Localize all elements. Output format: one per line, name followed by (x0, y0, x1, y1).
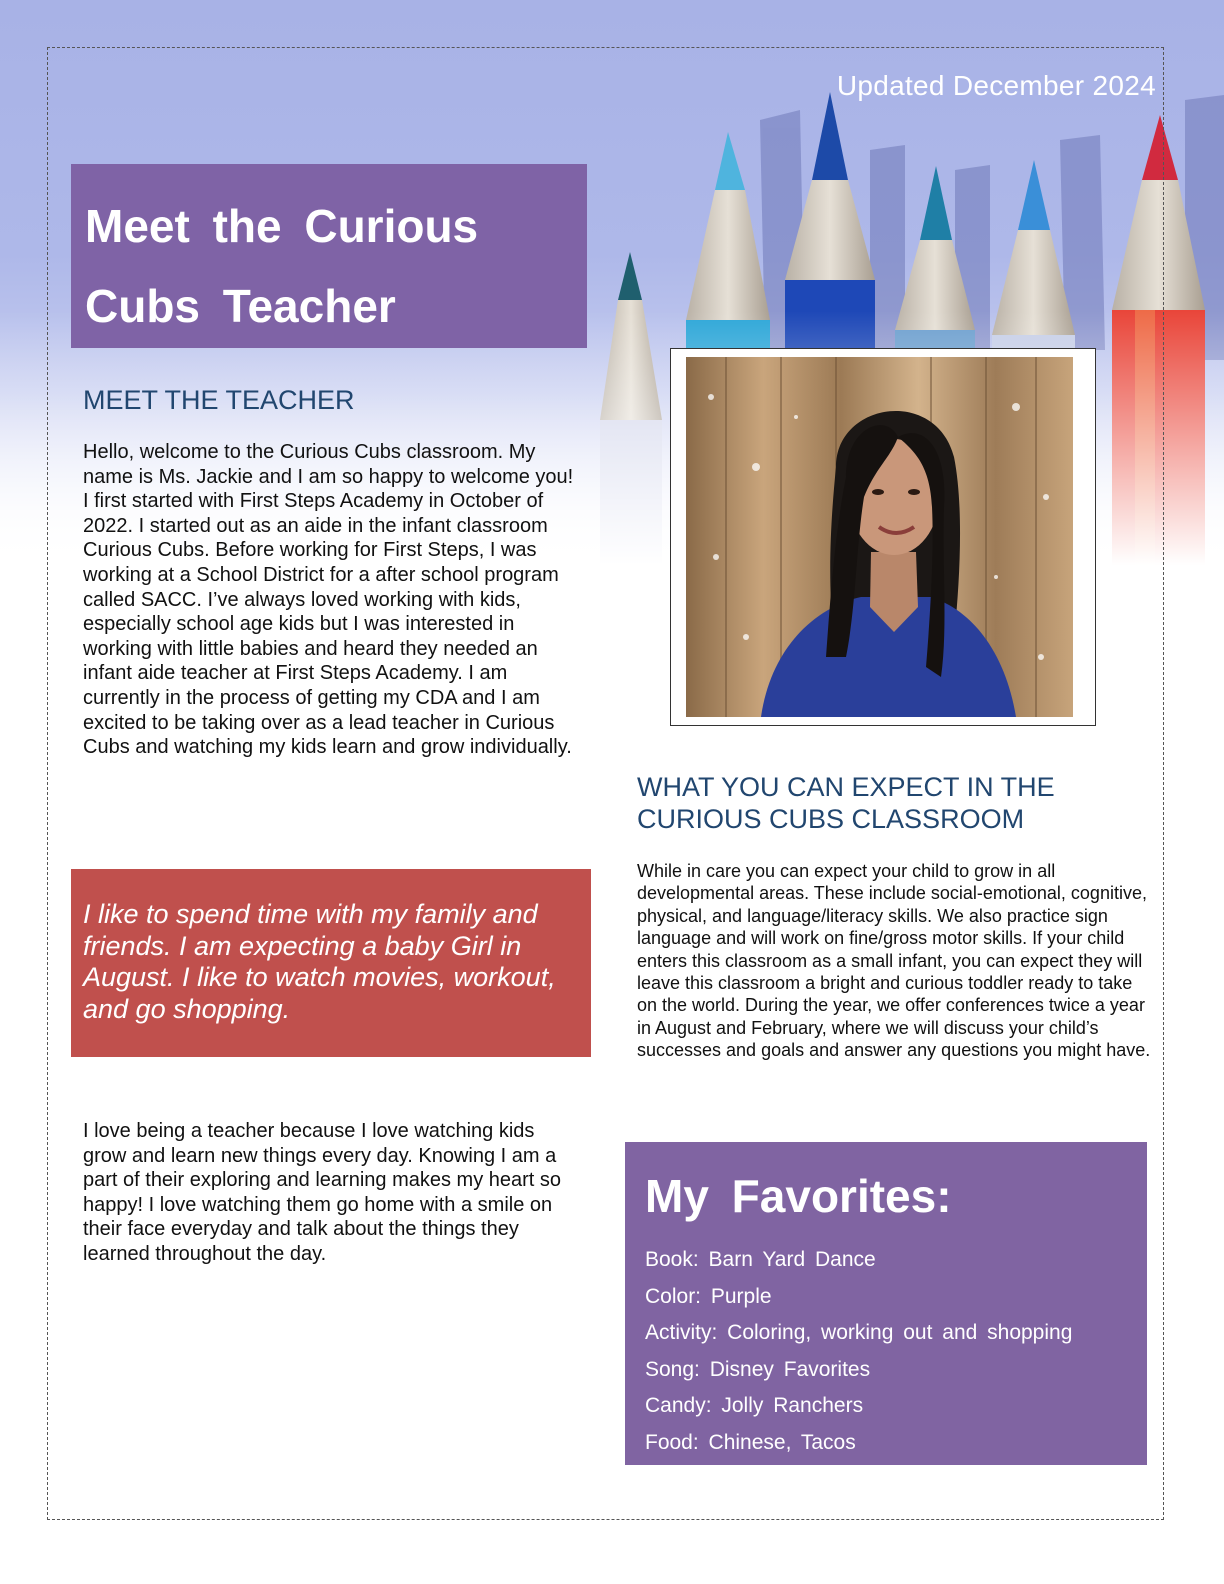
favorite-book: Book: Barn Yard Dance (645, 1248, 876, 1271)
updated-date: Updated December 2024 (836, 70, 1156, 101)
favorite-activity: Activity: Coloring, working out and shopping (645, 1321, 1073, 1345)
hobbies-quote: I like to spend time with my family and friends. I am expecting a baby Girl in August. I like to watch movies, workout, and go shopping. (83, 899, 556, 1024)
title-line-2: Cubs Teacher (85, 280, 396, 332)
favorites-box (625, 1142, 1147, 1465)
expect-heading-line-2: CURIOUS CUBS CLASSROOM (637, 804, 1025, 834)
favorites-heading: My Favorites: (645, 1170, 952, 1222)
favorite-food: Food: Chinese, Tacos (645, 1430, 856, 1454)
teacher-photo (686, 357, 1073, 717)
meet-teacher-heading: MEET THE TEACHER (83, 385, 355, 415)
why-teach-text: I love being a teacher because I love watching kids grow and learn new things every day. Knowing I am a part of their exploring and learning makes my heart so happy! I love watching them go home with a smile on their face everyday and talk about the things they learned throughout the day. (83, 1120, 562, 1265)
teacher-photo-frame (670, 348, 1096, 726)
meet-bio: I first started with First Steps Academy in October of 2022. I started out as an aide in the infant classroom Curious Cubs. Before working for First Steps, I was working at a School District for a after school program called SACC. I’ve always loved working with kids, especially school age kids but I was interested in working with little babies and heard they needed an infant aide teacher at First Steps Academy. I am currently in the process of getting my CDA and I am excited to be taking over as a lead teacher in Curious Cubs and watching my kids learn and grow individually. (83, 490, 572, 759)
expect-heading (637, 771, 1055, 835)
meet-teacher-body (83, 440, 583, 760)
favorite-candy: Candy: Jolly Ranchers (645, 1394, 864, 1418)
meet-intro: Hello, welcome to the Curious Cubs classroom. My name is Ms. Jackie and I am so happy to welcome you! (83, 441, 574, 488)
title-line-1: Meet the Curious (85, 200, 479, 252)
hobbies-quote-box (71, 869, 591, 1057)
expect-body: While in care you can expect your child to grow in all developmental areas. These include social-emotional, cognitive, physical, and language/literacy skills. We also practice sign language and will work on fine/gross motor skills. If your child enters this classroom as a small infant, you can expect they will leave this classroom a bright and curious toddler ready to take on the world. During the year, we offer conferences twice a year in August and February, where we will discuss your child’s successes and goals and answer any questions you might have. (637, 861, 1151, 1061)
title-banner (71, 164, 587, 348)
favorite-song: Song: Disney Favorites (645, 1357, 871, 1381)
page-title (85, 186, 573, 346)
expect-heading-line-1: WHAT YOU CAN EXPECT IN THE (637, 772, 1055, 802)
favorite-color: Color: Purple (645, 1284, 772, 1308)
